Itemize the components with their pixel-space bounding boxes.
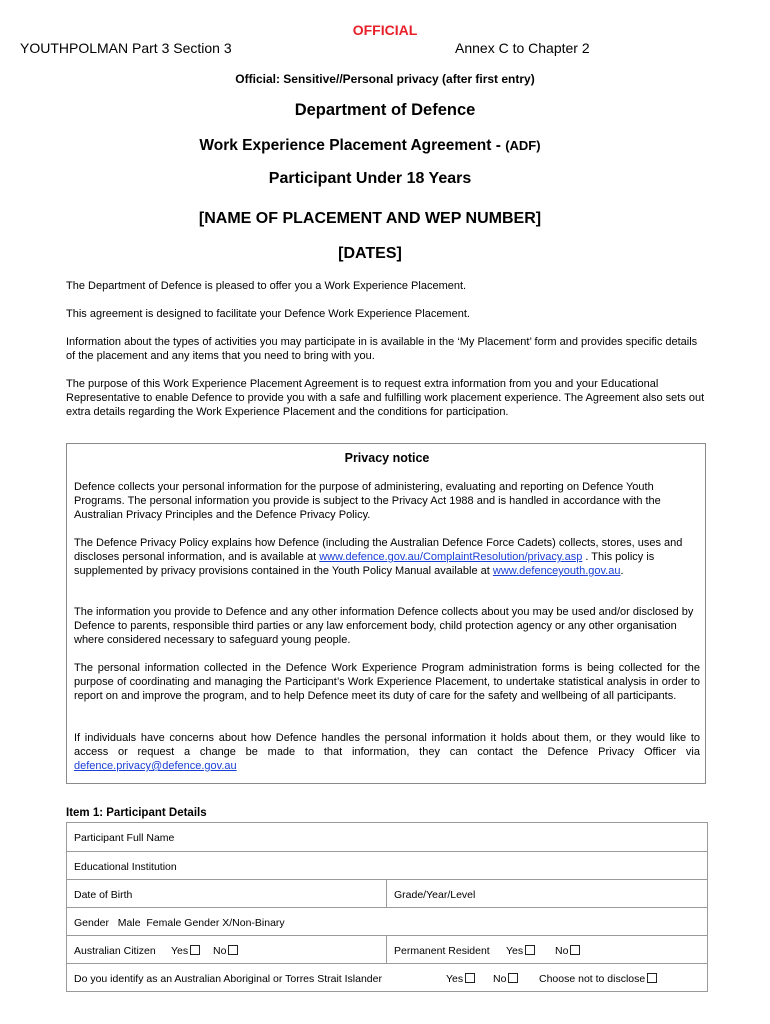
- resident-no-option[interactable]: [555, 945, 580, 957]
- participant-title: Participant Under 18 Years: [268, 170, 472, 187]
- privacy-text: . This policy is supplemented by privacy provisions contained in the Youth Policy Manual available at: [74, 551, 655, 577]
- defenceyouth-link[interactable]: www.defenceyouth.gov.au: [492, 565, 621, 577]
- resident-yes-option[interactable]: [506, 945, 535, 957]
- option-label: Yes: [171, 945, 189, 957]
- checkbox[interactable]: [570, 945, 580, 955]
- agreement-title-text: Work Experience Placement Agreement -: [199, 137, 506, 154]
- intro-paragraph: The Department of Defence is pleased to offer you a Work Experience Placement.: [66, 280, 467, 292]
- checkbox[interactable]: [190, 945, 200, 955]
- table-row: [67, 935, 707, 963]
- checkbox[interactable]: [508, 973, 518, 983]
- privacy-paragraph: The personal information collected in the Defence Work Experience Program administration forms is being collected for the purpose of coordinating and managing the Participant’s Work Experience Placement, to undertake statistical analysis in order to report on and improve the program, and to help Defence meet its duty of care for the safety and wellbeing of all participants.: [74, 662, 700, 702]
- aboriginal-question: Do you identify as an Australian Aboriginal or Torres Strait Islander: [74, 973, 382, 985]
- item1-title: Item 1: Participant Details: [66, 807, 207, 819]
- aboriginal-not-disclose-option[interactable]: [539, 973, 657, 985]
- institution-field[interactable]: Educational Institution: [74, 861, 177, 873]
- privacy-officer-email-link[interactable]: defence.privacy@defence.gov.au: [74, 760, 237, 772]
- privacy-notice-title: Privacy notice: [344, 451, 430, 465]
- option-label: Choose not to disclose: [539, 973, 646, 985]
- privacy-text: .: [620, 565, 624, 577]
- checkbox[interactable]: [647, 973, 657, 983]
- option-label: Yes: [446, 973, 464, 985]
- intro-paragraph: The purpose of this Work Experience Placement Agreement is to request extra information from you and your Educational Representative to enable Defence to provide you with a safe and fulfilling work placement experience. The Agreement also sets out extra details regarding the Work Experience Placement and the conditions for participation.: [66, 378, 705, 418]
- privacy-paragraph: Defence collects your personal information for the purpose of administering, evaluating and reporting on Defence Youth Programs. The personal information you provide is subject to the Privacy Act 1988 and is handled in accordance with the Australian Privacy Principles and the Defence Privacy Policy.: [74, 481, 661, 521]
- gender-field[interactable]: Gender Male Female Gender X/Non-Binary: [74, 917, 285, 929]
- placement-title: [NAME OF PLACEMENT AND WEP NUMBER]: [198, 210, 542, 227]
- option-label: No: [213, 945, 227, 957]
- permanent-resident-label: Permanent Resident: [394, 945, 490, 957]
- table-row: [67, 907, 707, 935]
- complaint-resolution-link[interactable]: www.defence.gov.au/ComplaintResolution/privacy.asp: [319, 551, 583, 563]
- citizen-yes-option[interactable]: [171, 945, 200, 957]
- agreement-title-suffix: (ADF): [505, 138, 541, 153]
- option-label: No: [555, 945, 569, 957]
- option-label: Yes: [506, 945, 524, 957]
- privacy-paragraph: [74, 536, 700, 578]
- full-name-field[interactable]: Participant Full Name: [74, 832, 175, 844]
- classification-marking: OFFICIAL: [352, 22, 418, 38]
- intro-paragraph: This agreement is designed to facilitate your Defence Work Experience Placement.: [66, 308, 470, 320]
- checkbox[interactable]: [525, 945, 535, 955]
- dates-title: [DATES]: [338, 245, 402, 262]
- checkbox[interactable]: [465, 973, 475, 983]
- column-divider: [386, 880, 387, 908]
- privacy-paragraph: The information you provide to Defence and any other information Defence collects about you may be used and/or disclosed by Defence to parents, responsible third parties or any law enforcement body, child protection agency or any other organisation where considered necessary to safeguard young people.: [74, 606, 694, 646]
- participant-details-table: [66, 822, 708, 992]
- privacy-notice-box: [66, 443, 706, 784]
- table-row: [67, 879, 707, 907]
- agreement-title: [0, 137, 740, 155]
- grade-field[interactable]: Grade/Year/Level: [394, 889, 476, 901]
- option-label: No: [493, 973, 507, 985]
- privacy-text: The Defence Privacy Policy explains how Defence (including the Australian Defence Force Cadets) collects, stores, uses and discloses personal information, and is available at: [74, 537, 683, 563]
- citizen-label: Australian Citizen: [74, 945, 156, 957]
- privacy-text: If individuals have concerns about how Defence handles the personal information it holds about them, or they would like to access or request a change be made to that information, they can contact the Defence Privacy Officer via: [74, 732, 700, 758]
- department-title: Department of Defence: [294, 101, 476, 119]
- aboriginal-yes-option[interactable]: [446, 973, 475, 985]
- citizen-no-option[interactable]: [213, 945, 238, 957]
- privacy-marking: Official: Sensitive//Personal privacy (after first entry): [235, 72, 535, 86]
- dob-field[interactable]: Date of Birth: [74, 889, 133, 901]
- column-divider: [386, 936, 387, 964]
- aboriginal-no-option[interactable]: [493, 973, 518, 985]
- table-row: [67, 823, 707, 851]
- checkbox[interactable]: [228, 945, 238, 955]
- table-row: [67, 963, 707, 991]
- document-reference: YOUTHPOLMAN Part 3 Section 3: [20, 40, 232, 56]
- annex-reference: Annex C to Chapter 2: [455, 40, 590, 56]
- intro-paragraph: Information about the types of activities you may participate in is available in the ‘My Placement’ form and provides specific details of the placement and any items that you need to bring with you.: [66, 336, 698, 362]
- privacy-paragraph: [74, 731, 700, 773]
- table-row: [67, 851, 707, 879]
